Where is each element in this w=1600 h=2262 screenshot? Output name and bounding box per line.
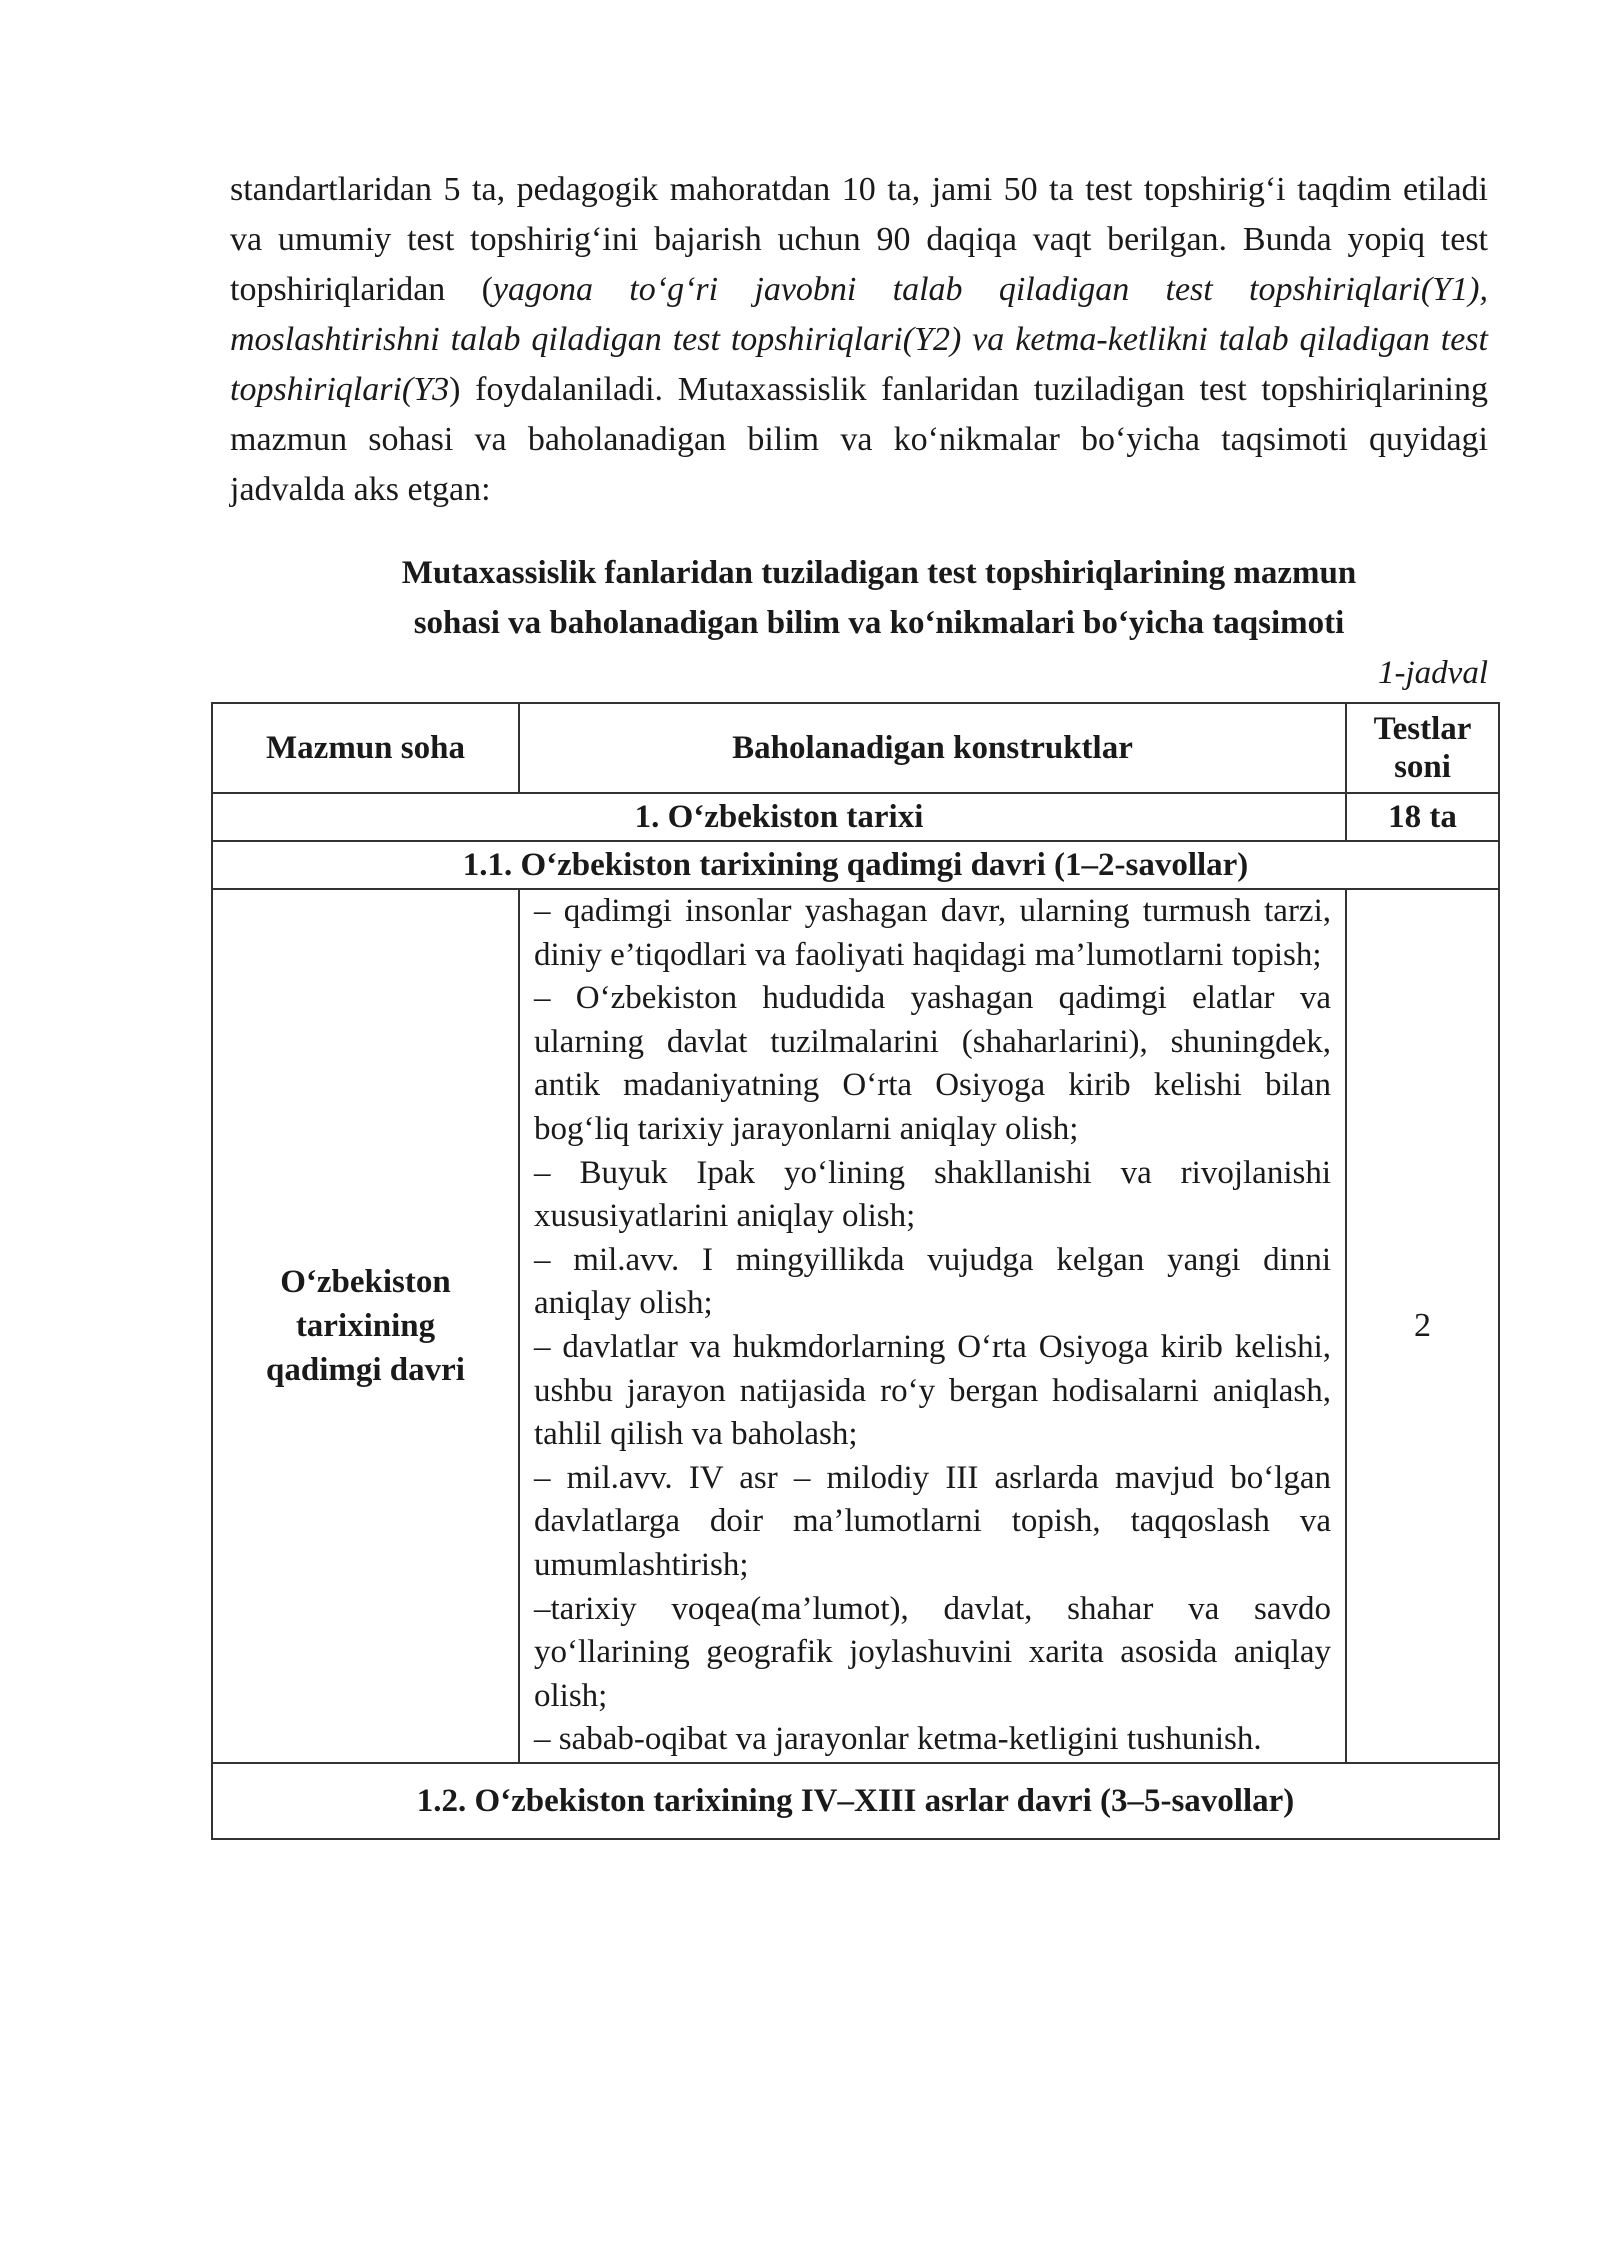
table-title	[230, 548, 1488, 648]
intro-text	[230, 165, 1488, 515]
intro-text-italic: yagona to‘g‘ri javobni talab qiladigan test topshiriqlari(Y1), moslashtirishni talab qiladigan test topshiriqlari(Y2) va ketma-ketlikni talab qiladigan test topshiriqlari(Y3	[230, 271, 1488, 408]
table-title-line2: sohasi va baholanadigan bilim va ko‘nikmalari bo‘yicha taqsimoti	[413, 605, 1345, 641]
content-area-line2: tarixining	[295, 1307, 436, 1344]
section-title: 1. O‘zbekiston tarixi	[212, 793, 1346, 841]
construct-item: – mil.avv. I mingyillikda vujudga kelgan yangi dinni aniqlay olish;	[534, 1241, 1331, 1322]
content-area-line3: qadimgi davri	[266, 1351, 465, 1388]
construct-item: –tarixiy voqea(ma’lumot), davlat, shahar va savdo yo‘llarining geografik joylashuvini xarita asosida aniqlay olish;	[534, 1590, 1331, 1714]
header-count-line1: Testlar	[1373, 711, 1472, 747]
header-area: Mazmun soha	[212, 703, 519, 793]
subsection-row-2	[212, 1763, 1499, 1839]
construct-item: – qadimgi insonlar yashagan davr, ularning turmush tarzi, diniy e’tiqodlari va faoliyati haqidagi ma’lumotlarni topish;	[534, 893, 1331, 973]
intro-text-part1: standartlaridan 5 ta, pedagogik mahoratdan 10 ta, jami 50 ta test topshirig‘i taqdim etiladi va umumiy test topshirig‘ini bajarish uchun 90 daqiqa vaqt berilgan. Bunda yopiq test topshiriqlaridan (	[230, 171, 1488, 308]
construct-item: – Buyuk Ipak yo‘lining shakllanishi va rivojlanishi xususiyatlarini aniqlay olish;	[534, 1154, 1331, 1235]
construct-item: – sabab-oqibat va jarayonlar ketma-ketligini tushunish.	[534, 1721, 1262, 1758]
table-title-line1: Mutaxassislik fanlaridan tuziladigan test topshiriqlarining mazmun	[401, 555, 1357, 591]
construct-item: – mil.avv. IV asr – milodiy III asrlarda mavjud bo‘lgan davlatlarga doir ma’lumotlarni topish, taqqoslash va umumlashtirish;	[534, 1459, 1331, 1583]
subsection-title: 1.1. O‘zbekiston tarixining qadimgi davri (1–2-savollar)	[212, 841, 1499, 889]
construct-item: – davlatlar va hukmdorlarning O‘rta Osiyoga kirib kelishi, ushbu jarayon natijasida ro‘y bergan hodisalarni aniqlash, tahlil qilish va baholash;	[534, 1328, 1331, 1453]
construct-item: – O‘zbekiston hududida yashagan qadimgi elatlar va ularning davlat tuzilmalarini (shaharlarini), shuningdek, antik madaniyatning O‘rta Osiyoga kirib kelishi bilan bog‘liq tarixiy jarayonlarni aniqlay olish;	[534, 980, 1331, 1147]
header-constructs: Baholanadigan konstruktlar	[519, 703, 1346, 793]
distribution-table	[211, 702, 1500, 1840]
table-row	[212, 889, 1499, 1763]
content-area-cell	[212, 889, 519, 1763]
subsection-row	[212, 841, 1499, 889]
intro-paragraph	[230, 165, 1488, 515]
intro-text-part2: ) foydalaniladi. Mutaxassislik fanlaridan tuziladigan test topshiriqlarining mazmun sohasi va baholanadigan bilim va ko‘nikmalar bo‘yicha taqsimoti quyidagi jadvalda aks etgan:	[230, 371, 1488, 508]
test-count-cell: 2	[1346, 889, 1499, 1763]
table-header-row	[212, 703, 1499, 793]
header-count	[1346, 703, 1499, 793]
table-number-label: 1-jadval	[1378, 655, 1488, 691]
header-count-line2: soni	[1394, 749, 1451, 785]
section-row	[212, 793, 1499, 841]
subsection-title-2: 1.2. O‘zbekiston tarixining IV–XIII asrlar davri (3–5-savollar)	[212, 1763, 1499, 1839]
constructs-cell	[519, 889, 1346, 1763]
content-area-line1: O‘zbekiston	[280, 1263, 451, 1300]
section-count: 18 ta	[1346, 793, 1499, 841]
